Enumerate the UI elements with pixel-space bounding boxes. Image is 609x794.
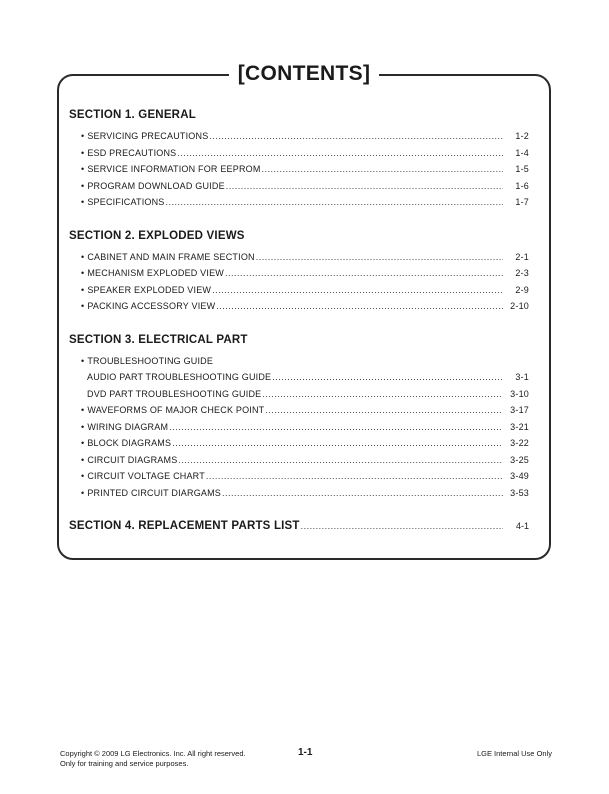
section-general — [69, 102, 529, 211]
toc-entry[interactable] — [69, 452, 529, 469]
section-heading[interactable]: SECTION 1. GENERAL — [69, 109, 196, 121]
leader-dots — [222, 485, 503, 502]
leader-dots — [206, 468, 503, 485]
toc-entry-page: 1-6 — [515, 180, 529, 191]
toc-entry-label: CABINET AND MAIN FRAME SECTION — [87, 251, 255, 262]
toc-entry-page: 2-3 — [515, 268, 529, 278]
toc-entry-page: 2-10 — [510, 301, 529, 311]
leader-dots — [216, 298, 503, 315]
bullet-icon: • — [81, 197, 85, 207]
page-number: 1-1 — [298, 747, 313, 758]
toc-entry-label: PACKING ACCESSORY VIEW — [87, 301, 216, 311]
toc-entry[interactable] — [69, 419, 529, 436]
toc-subentry[interactable] — [69, 369, 529, 386]
toc-entry[interactable] — [69, 485, 529, 502]
toc-entry-page: 3-25 — [510, 454, 529, 465]
leader-dots — [177, 145, 503, 162]
toc-entry[interactable] — [69, 194, 529, 211]
bullet-icon: • — [81, 251, 85, 262]
section-heading: SECTION 4. REPLACEMENT PARTS LIST — [69, 520, 300, 532]
leader-dots — [262, 161, 503, 178]
toc-entry[interactable] — [69, 353, 529, 370]
toc-entry-page: 3-1 — [515, 372, 529, 382]
toc-entry-page: 2-9 — [515, 284, 529, 295]
leader-dots — [178, 452, 503, 469]
footer-left — [60, 749, 280, 769]
section-electrical-part — [69, 327, 529, 502]
toc-entry-label: SPECIFICATIONS — [87, 197, 165, 207]
toc-entry-label: SERVICE INFORMATION FOR EEPROM — [87, 164, 261, 174]
toc-entry[interactable] — [69, 178, 529, 195]
toc-entry-page: 1-4 — [515, 147, 529, 158]
toc-entry[interactable] — [69, 265, 529, 282]
toc-entry-page: 1-7 — [515, 197, 529, 207]
leader-dots — [262, 386, 503, 403]
bullet-icon: • — [81, 355, 85, 366]
leader-dots — [212, 282, 503, 299]
toc-entry-label: AUDIO PART TROUBLESHOOTING GUIDE — [87, 372, 272, 382]
toc-entry[interactable] — [69, 145, 529, 162]
toc-entry-label: SPEAKER EXPLODED VIEW — [87, 284, 212, 295]
toc-entry-label: PRINTED CIRCUIT DIARGAMS — [87, 487, 222, 498]
toc-entry[interactable] — [69, 435, 529, 452]
toc-entry[interactable] — [69, 249, 529, 266]
toc-entry[interactable] — [69, 128, 529, 145]
leader-dots — [225, 265, 503, 282]
bullet-icon: • — [81, 438, 85, 448]
bullet-icon: • — [81, 180, 85, 191]
toc-entry-label: SERVICING PRECAUTIONS — [87, 131, 209, 141]
toc-entry[interactable] — [69, 298, 529, 315]
internal-use-label: LGE Internal Use Only — [476, 749, 552, 758]
leader-dots — [265, 402, 503, 419]
toc-entry-label: WAVEFORMS OF MAJOR CHECK POINT — [87, 405, 265, 415]
toc-entry-label: TROUBLESHOOTING GUIDE — [87, 355, 214, 366]
bullet-icon: • — [81, 471, 85, 481]
toc-entry-page: 4-1 — [515, 521, 529, 531]
toc-entry[interactable] — [69, 282, 529, 299]
bullet-icon: • — [81, 268, 85, 278]
toc-entry-page: 1-2 — [515, 131, 529, 141]
toc-entry-label: CIRCUIT VOLTAGE CHART — [87, 471, 205, 481]
toc-entry-label: MECHANISM EXPLODED VIEW — [87, 268, 224, 278]
page-title: [CONTENTS] — [229, 58, 379, 90]
toc-entry-page: 3-17 — [510, 405, 529, 415]
bullet-icon: • — [81, 454, 85, 465]
toc-entry[interactable] — [69, 161, 529, 178]
toc-entry-page: 3-53 — [510, 487, 529, 498]
leader-dots — [226, 178, 503, 195]
toc-entry-label: PROGRAM DOWNLOAD GUIDE — [87, 180, 225, 191]
section-heading[interactable]: SECTION 2. EXPLODED VIEWS — [69, 229, 245, 242]
bullet-icon: • — [81, 301, 85, 311]
bullet-icon: • — [81, 421, 85, 432]
bullet-icon: • — [81, 164, 85, 174]
copyright-text: Copyright © 2009 LG Electronics. Inc. All right reserved. — [60, 749, 246, 758]
toc-entry-page: 2-1 — [515, 251, 529, 262]
bullet-icon: • — [81, 147, 85, 158]
section-exploded-views — [69, 223, 529, 315]
leader-dots — [301, 513, 503, 539]
toc-entry-label: DVD PART TROUBLESHOOTING GUIDE — [87, 388, 262, 399]
bullet-icon: • — [81, 131, 85, 141]
toc-entry-label: CIRCUIT DIAGRAMS — [87, 454, 178, 465]
toc-entry-page: 3-22 — [510, 438, 529, 448]
toc-entry[interactable] — [69, 402, 529, 419]
table-of-contents — [69, 102, 529, 539]
bullet-icon: • — [81, 487, 85, 498]
bullet-icon: • — [81, 405, 85, 415]
leader-dots — [209, 128, 503, 145]
toc-entry-label: BLOCK DIAGRAMS — [87, 438, 172, 448]
leader-dots — [272, 369, 503, 386]
leader-dots — [166, 194, 503, 211]
toc-entry-page: 3-21 — [510, 421, 529, 432]
toc-entry-label: WIRING DIAGRAM — [87, 421, 169, 432]
bullet-icon: • — [81, 284, 85, 295]
toc-subentry[interactable] — [69, 386, 529, 403]
toc-entry-label: ESD PRECAUTIONS — [87, 147, 177, 158]
leader-dots — [169, 419, 503, 436]
toc-entry-page: 3-10 — [510, 388, 529, 399]
usage-note: Only for training and service purposes. — [60, 759, 189, 768]
section-replacement-parts[interactable] — [69, 513, 529, 539]
leader-dots — [256, 249, 503, 266]
toc-entry-page: 3-49 — [510, 471, 529, 481]
toc-entry[interactable] — [69, 468, 529, 485]
section-heading[interactable]: SECTION 3. ELECTRICAL PART — [69, 333, 248, 346]
leader-dots — [172, 435, 503, 452]
toc-entry-page: 1-5 — [515, 164, 529, 174]
